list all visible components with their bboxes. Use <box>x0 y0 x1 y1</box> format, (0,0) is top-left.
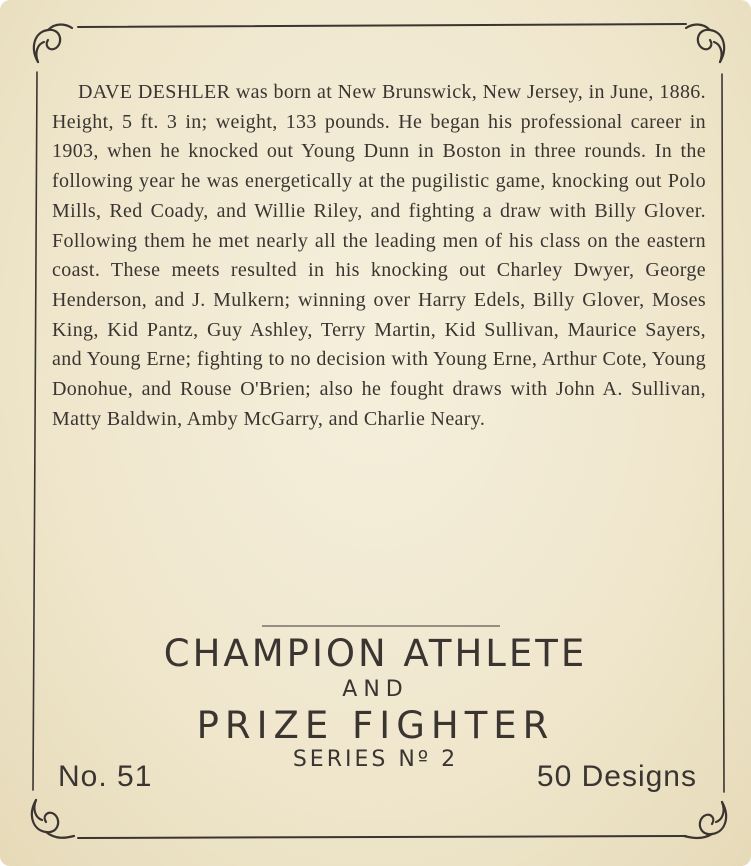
designs-count: 50 Designs <box>536 760 697 793</box>
scroll-flourish-icon <box>34 25 72 63</box>
scroll-flourish-icon <box>684 802 726 838</box>
title-line-1: CHAMPION ATHLETE <box>163 632 588 675</box>
biography-text: DAVE DESHLER was born at New Brunswick, New Jersey, in June, 1886. Height, 5 ft. 3 in; weight, 133 pounds. He began his professional career in 1903, when he knocked out Young Dunn in Boston in three rounds. In the following year he was energetically at the pugilistic game, knocking out Polo Mills, Red Coady, and Willie Riley, and fighting a draw with Billy Glover. Following them he met nearly all the leading men of his class on the eastern coast. These meets resulted in his knocking out Charley Dwyer, George Henderson, and J. Mulkern; winning over Harry Edels, Billy Glover, Moses King, Kid Pantz, Guy Ashley, Terry Martin, Kid Sullivan, Maurice Sayers, and Young Erne; fighting to no decision with Young Erne, Arthur Cote, Young Donohue, and Rouse O'Brien; also he fought draws with John A. Sullivan, Matty Baldwin, Amby McGarry, and Charlie Neary. <box>52 81 706 430</box>
scroll-flourish-icon <box>32 800 74 838</box>
card-number: No. 51 <box>58 760 153 793</box>
series-label: SERIES Nº 2 <box>292 747 459 772</box>
title-line-2: AND <box>342 677 409 702</box>
scroll-flourish-icon <box>686 25 724 63</box>
title-line-3: PRIZE FIGHTER <box>196 704 555 747</box>
